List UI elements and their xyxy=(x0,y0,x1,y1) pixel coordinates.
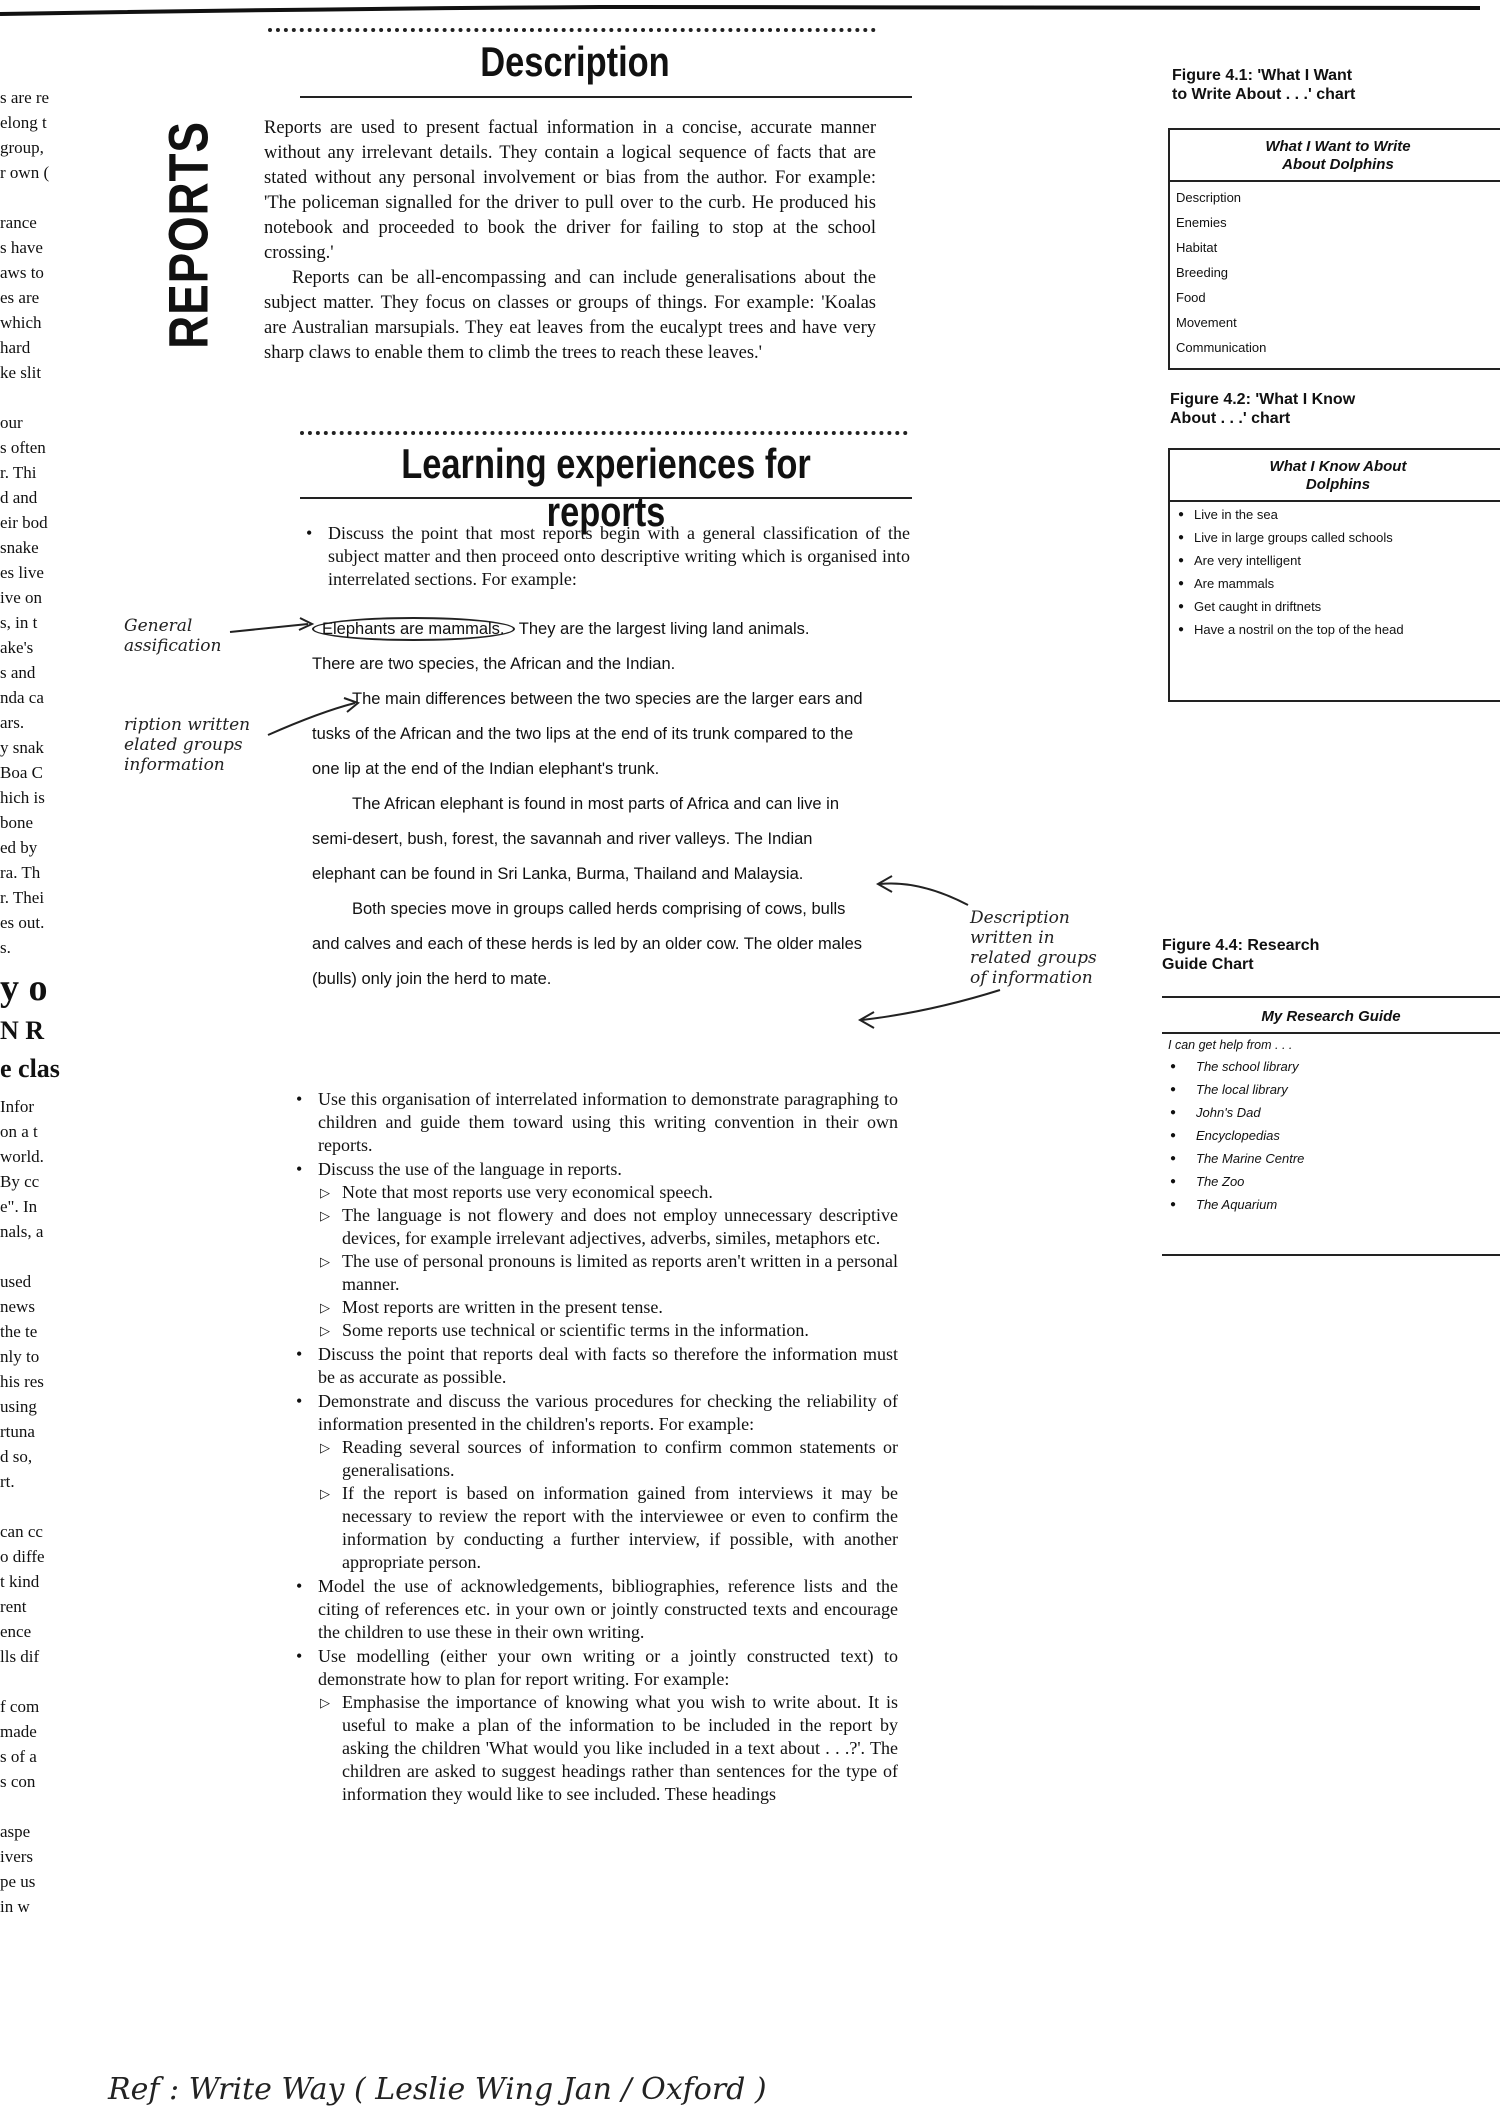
facing-page-line: Infor xyxy=(0,1097,34,1116)
facing-page-line: s are re xyxy=(0,88,50,107)
facing-page-line: snake xyxy=(0,538,39,557)
chart-bullet-row: ● Get caught in driftnets xyxy=(1170,599,1500,614)
figure-4-2-chart: What I Know About Dolphins ● Live in the sea ● Live in large groups called schools ● Are very intelligent ● Are mammals ● Get caught in driftnets ● Have a nostril on the top of the head xyxy=(1168,448,1500,702)
facing-page-line: bone xyxy=(0,813,34,832)
example-line-1: They are the largest living land animals. xyxy=(514,620,810,638)
facing-page-line: his res xyxy=(0,1372,44,1391)
facing-page-line: t kind xyxy=(0,1572,40,1591)
example-line-2: There are two species, the African and the Indian. xyxy=(312,655,676,673)
facing-page-line: which xyxy=(0,313,42,332)
facing-page-line: group, xyxy=(0,138,44,157)
facing-page-line: Boa C xyxy=(0,763,43,782)
facing-page-line: the te xyxy=(0,1322,38,1341)
sub-bullet-item: ▷ Reading several sources of information to confirm common statements or generalisations. xyxy=(318,1436,898,1482)
facing-page-line: es live xyxy=(0,563,44,582)
footer-reference: Ref : Write Way ( Leslie Wing Jan / Oxford ) xyxy=(108,2072,767,2107)
sub-bullet-item: ▷ If the report is based on information gained from interviews it may be necessary to review the report with the interviewee or even to confirm the information by conducting a further interview, if possible, with another appropriate person. xyxy=(318,1482,898,1574)
facing-page-line: rt. xyxy=(0,1472,15,1491)
facing-page-line: r. Thei xyxy=(0,888,45,907)
chart-bullet-row: ● Are very intelligent xyxy=(1170,553,1500,568)
facing-page-line: world. xyxy=(0,1147,44,1166)
example-paragraph-2: The main differences between the two species are the larger ears and tusks of the African and the two lips at the end of its trunk compared to the one lip at the end of the Indian elephant's trunk. xyxy=(312,690,863,778)
chart-bullet-row: ● Live in the sea xyxy=(1170,507,1500,522)
facing-page-line: hich is xyxy=(0,788,45,807)
research-guide-row: ● The Zoo xyxy=(1162,1174,1500,1189)
facing-page-line: made xyxy=(0,1722,37,1741)
facing-page-line: aws to xyxy=(0,263,44,282)
research-guide-row: ● The Aquarium xyxy=(1162,1197,1500,1212)
facing-page-line: nda ca xyxy=(0,688,44,707)
figure-4-4-chart: My Research Guide I can get help from . . . ● The school library ● The local library ● John's Dad ● Encyclopedias ● The Marine Centre ● The Zoo ● The Aquarium xyxy=(1162,996,1500,1256)
figure-4-1-caption: Figure 4.1: 'What I Want to Write About . . .' chart xyxy=(1172,67,1356,103)
facing-page-line: using xyxy=(0,1397,37,1416)
chart-row: Communication xyxy=(1176,340,1267,355)
facing-page-line: s often xyxy=(0,438,46,457)
bullet-text: Discuss the use of the language in reports. xyxy=(318,1159,622,1179)
figure-4-1-chart: What I Want to Write About Dolphins Description Enemies Habitat Breeding Food Movement Communication xyxy=(1168,128,1500,370)
facing-page-line: nly to xyxy=(0,1347,40,1366)
facing-page-subheading: N R xyxy=(0,1016,45,1045)
facing-page-line: news xyxy=(0,1297,35,1316)
facing-page-heading: y o xyxy=(0,967,48,1009)
sub-bullet-item: ▷ Emphasise the importance of knowing what you wish to write about. It is useful to make a plan of the information to be included in the report by asking the children 'What would you like included in a text about . . .?'. The children are asked to suggest headings rather than sentences for the type of information they would like to see included. These headings xyxy=(318,1691,898,1806)
bullet-intro: • Discuss the point that most reports begin with a general classification of the subject matter and then proceed onto descriptive writing which is organised into interrelated sections. For example: xyxy=(300,522,910,591)
facing-page-line: f com xyxy=(0,1697,40,1716)
facing-page-line: d and xyxy=(0,488,38,507)
bullet-text: Demonstrate and discuss the various procedures for checking the reliability of information presented in the children's reports. For example: xyxy=(318,1391,898,1434)
facing-page-line: our xyxy=(0,413,23,432)
research-guide-row: ● The school library xyxy=(1162,1059,1500,1074)
sub-bullet-item: ▷ Note that most reports use very economical speech. xyxy=(318,1181,898,1204)
annotation-general-classification: General assification xyxy=(124,616,222,656)
side-heading: REPORTS xyxy=(156,121,220,349)
example-paragraph-4: Both species move in groups called herds comprising of cows, bulls and calves and each of these herds is led by an older cow. The older males (bulls) only join the herd to mate. xyxy=(312,900,863,988)
sub-bullet-item: ▷ The use of personal pronouns is limited as reports aren't written in a personal manner. xyxy=(318,1250,898,1296)
learning-title: Learning experiences for reports xyxy=(401,440,811,535)
facing-page-line: r own ( xyxy=(0,163,50,182)
facing-page-line: pe us xyxy=(0,1872,36,1891)
facing-page-line: y snak xyxy=(0,738,44,757)
facing-page-subheading: e clas xyxy=(0,1054,60,1083)
chart-row: Habitat xyxy=(1176,240,1218,255)
bullet-text: Discuss the point that reports deal with facts so therefore the information must be as accurate as possible. xyxy=(318,1344,898,1387)
research-guide-intro: I can get help from . . . xyxy=(1168,1038,1293,1052)
facing-page-line: ivers xyxy=(0,1847,34,1866)
facing-page-line: d so, xyxy=(0,1447,33,1466)
facing-page-line: s. xyxy=(0,938,11,957)
sub-bullet-item: ▷ Most reports are written in the present tense. xyxy=(318,1296,898,1319)
chart-bullet-row: ● Are mammals xyxy=(1170,576,1500,591)
facing-page-line: s and xyxy=(0,663,36,682)
facing-page-line: By cc xyxy=(0,1172,40,1191)
facing-page-line: ake's xyxy=(0,638,34,657)
description-paragraph-2: Reports can be all-encompassing and can include generalisations about the subject matter. They focus on classes or groups of things. For example: 'Koalas are Australian marsupials. They eat leaves from the eucalypt trees and have very sharp claws to enable them to climb the trees to reach these leaves.' xyxy=(264,268,876,363)
research-guide-row: ● Encyclopedias xyxy=(1162,1128,1500,1143)
annotation-description-right: Description written in related groups of information xyxy=(970,908,1097,988)
bullet-text: Model the use of acknowledgements, bibliographies, reference lists and the citing of references etc. in your own or jointly constructed texts and encourage the children to use these in their own writing. xyxy=(318,1576,898,1642)
facing-page-line: rent xyxy=(0,1597,27,1616)
facing-page-line: rance xyxy=(0,213,37,232)
description-paragraph-1: Reports are used to present factual information in a concise, accurate manner without any irrelevant details. They contain a logical sequence of facts that are stated without any personal involvement or bias from the author. For example: 'The policeman signalled for the driver to pull over to the curb. He produced his notebook and proceeded to book the driver for failing to stop at the school crossing.' xyxy=(264,118,876,263)
facing-page-line: can cc xyxy=(0,1522,43,1541)
facing-page-line: r. Thi xyxy=(0,463,37,482)
facing-page-line: ive on xyxy=(0,588,43,607)
chart-bullet-row: ● Have a nostril on the top of the head xyxy=(1170,622,1500,637)
research-guide-row: ● The Marine Centre xyxy=(1162,1151,1500,1166)
sub-bullet-item: ▷ Some reports use technical or scientific terms in the information. xyxy=(318,1319,898,1342)
annotation-description-left: ription written elated groups information xyxy=(124,715,251,775)
facing-page-line: s, in t xyxy=(0,613,38,632)
chart-row: Breeding xyxy=(1176,265,1229,280)
facing-page-line: used xyxy=(0,1272,32,1291)
facing-page-line: elong t xyxy=(0,113,47,132)
facing-page-line: rtuna xyxy=(0,1422,35,1441)
facing-page-line: s have xyxy=(0,238,43,257)
figure-4-4-caption: Figure 4.4: Research Guide Chart xyxy=(1162,937,1320,973)
facing-page-line: es are xyxy=(0,288,40,307)
chart-bullet-row: ● Live in large groups called schools xyxy=(1170,530,1500,545)
facing-page-line: eir bod xyxy=(0,513,48,532)
facing-page-line: s con xyxy=(0,1772,36,1791)
description-title: Description xyxy=(480,38,670,85)
facing-page-line: ke slit xyxy=(0,363,42,382)
facing-page-line: lls dif xyxy=(0,1647,40,1666)
facing-page-line: s of a xyxy=(0,1747,37,1766)
chart-row: Description xyxy=(1176,190,1242,205)
facing-page-line: ed by xyxy=(0,838,38,857)
facing-page-line: es out. xyxy=(0,913,45,932)
chart-row: Enemies xyxy=(1176,215,1227,230)
facing-page-line: hard xyxy=(0,338,31,357)
facing-page-line: aspe xyxy=(0,1822,31,1841)
figure-4-2-caption: Figure 4.2: 'What I Know About . . .' chart xyxy=(1170,391,1356,427)
facing-page-line: o diffe xyxy=(0,1547,45,1566)
chart-row: Movement xyxy=(1176,315,1237,330)
example-paragraph-3: The African elephant is found in most parts of Africa and can live in semi-desert, bush, forest, the savannah and river valleys. The Indian elephant can be found in Sri Lanka, Burma, Thailand and Malaysia. xyxy=(312,795,840,883)
bullet-text: Use modelling (either your own writing or a jointly constructed text) to demonstrate how to plan for report writing. For example: xyxy=(318,1646,898,1689)
sub-bullet-item: ▷ The language is not flowery and does not employ unnecessary descriptive devices, for example irrelevant adjectives, adverbs, similes, metaphors etc. xyxy=(318,1204,898,1250)
research-guide-row: ● John's Dad xyxy=(1162,1105,1500,1120)
research-guide-row: ● The local library xyxy=(1162,1082,1500,1097)
facing-page-line: ra. Th xyxy=(0,863,41,882)
bullet-text: Use this organisation of interrelated information to demonstrate paragraphing to children and guide them toward using this writing convention in their own reports. xyxy=(318,1089,898,1155)
facing-page-line: ars. xyxy=(0,713,25,732)
facing-page-line: nals, a xyxy=(0,1222,44,1241)
facing-page-line: in w xyxy=(0,1897,30,1916)
circled-classification: Elephants are mammals. xyxy=(312,617,515,641)
facing-page-line: e". In xyxy=(0,1197,38,1216)
facing-page-line: ence xyxy=(0,1622,32,1641)
facing-page-line: on a t xyxy=(0,1122,38,1141)
chart-row: Food xyxy=(1176,290,1206,305)
